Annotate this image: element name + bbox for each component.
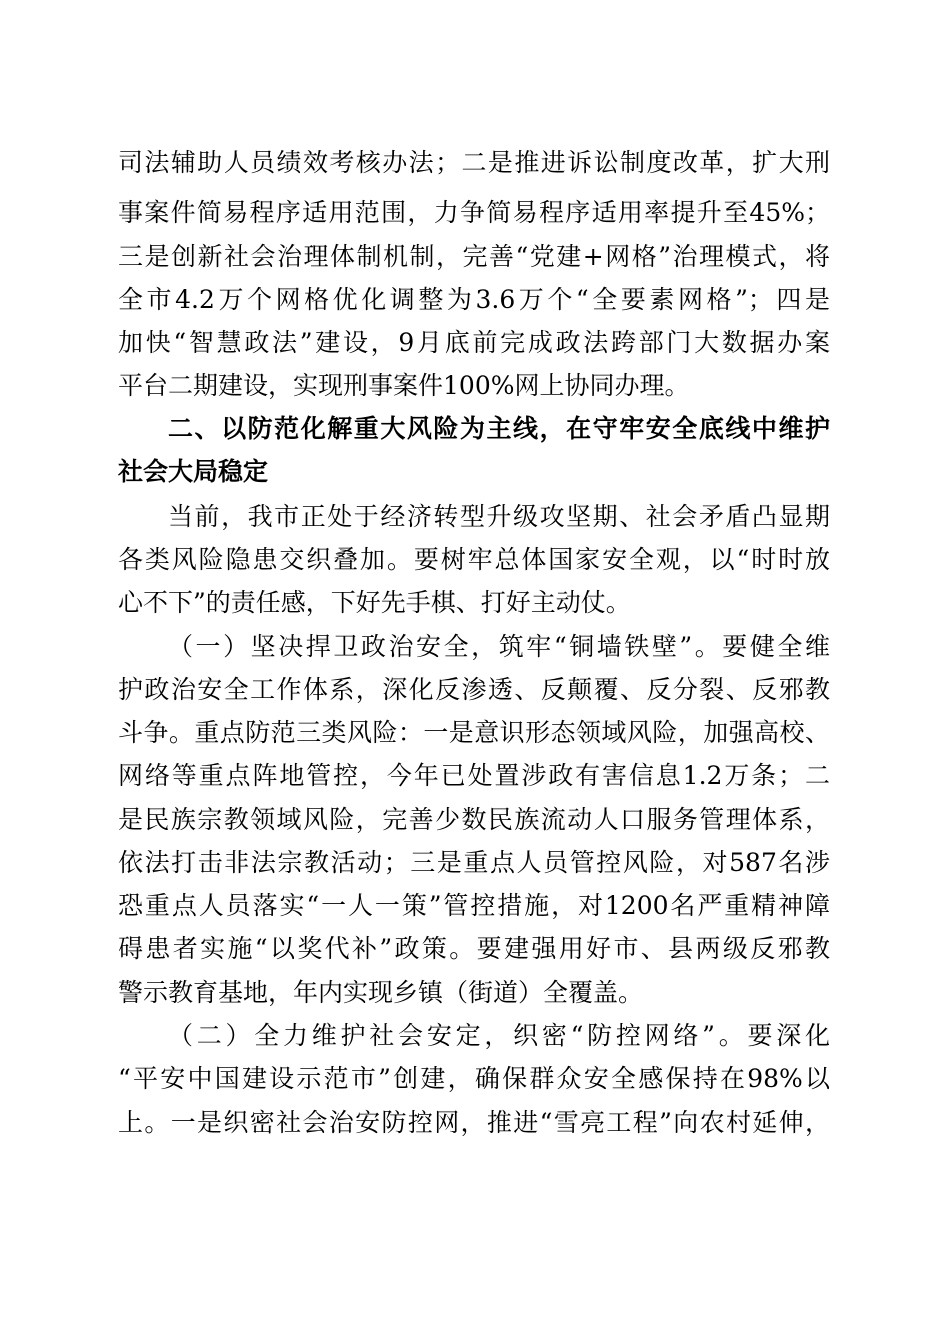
body-text-line: 事案件简易程序适用范围，力争简易程序适用率提升至45%； (118, 198, 830, 227)
body-text-line: 依法打击非法宗教活动；三是重点人员管控风险，对587名涉 (118, 848, 830, 877)
section-heading: 社会大局稳定 (118, 457, 269, 486)
section-heading: 二、以防范化解重大风险为主线，在守牢安全底线中维护 (168, 414, 830, 443)
body-text-line: 心不下”的责任感，下好先手棋、打好主动仗。 (118, 588, 631, 617)
body-text-line: “平安中国建设示范市”创建，确保群众安全感保持在98%以 (118, 1064, 830, 1093)
body-text-line: 恐重点人员落实“一人一策”管控措施，对1200名严重精神障 (118, 891, 830, 920)
body-text-line: 当前，我市正处于经济转型升级攻坚期、社会矛盾凸显期 (168, 502, 830, 531)
subsection-text-line: （二）全力维护社会安定，织密“防控网络”。要深化 (168, 1021, 830, 1050)
body-text-line: 加快“智慧政法”建设，9月底前完成政法跨部门大数据办案 (118, 328, 830, 357)
body-text-line: 各类风险隐患交织叠加。要树牢总体国家安全观，以“时时放 (118, 545, 830, 574)
body-text-line: 司法辅助人员绩效考核办法；二是推进诉讼制度改革，扩大刑 (118, 148, 830, 177)
body-text-line: 碍患者实施“以奖代补”政策。要建强用好市、县两级反邪教 (118, 934, 830, 963)
body-text-line: 警示教育基地，年内实现乡镇（街道）全覆盖。 (118, 978, 644, 1007)
body-text-line: 是民族宗教领域风险，完善少数民族流动人口服务管理体系， (118, 805, 830, 834)
body-text-line: 护政治安全工作体系，深化反渗透、反颠覆、反分裂、反邪教 (118, 675, 830, 704)
body-text-line: 平台二期建设，实现刑事案件100%网上协同办理。 (118, 371, 690, 400)
body-text-line: 上。一是织密社会治安防控网，推进“雪亮工程”向农村延伸， (118, 1108, 830, 1137)
subsection-text-line: （一）坚决捍卫政治安全，筑牢“铜墙铁壁”。要健全维 (168, 632, 830, 661)
body-text-line: 斗争。重点防范三类风险：一是意识形态领域风险，加强高校、 (118, 718, 830, 747)
body-text-line: 全市4.2万个网格优化调整为3.6万个“全要素网格”；四是 (118, 285, 830, 314)
body-text-line: 三是创新社会治理体制机制，完善“党建+网格”治理模式，将 (118, 242, 830, 271)
body-text-line: 网络等重点阵地管控，今年已处置涉政有害信息1.2万条；二 (118, 761, 830, 790)
